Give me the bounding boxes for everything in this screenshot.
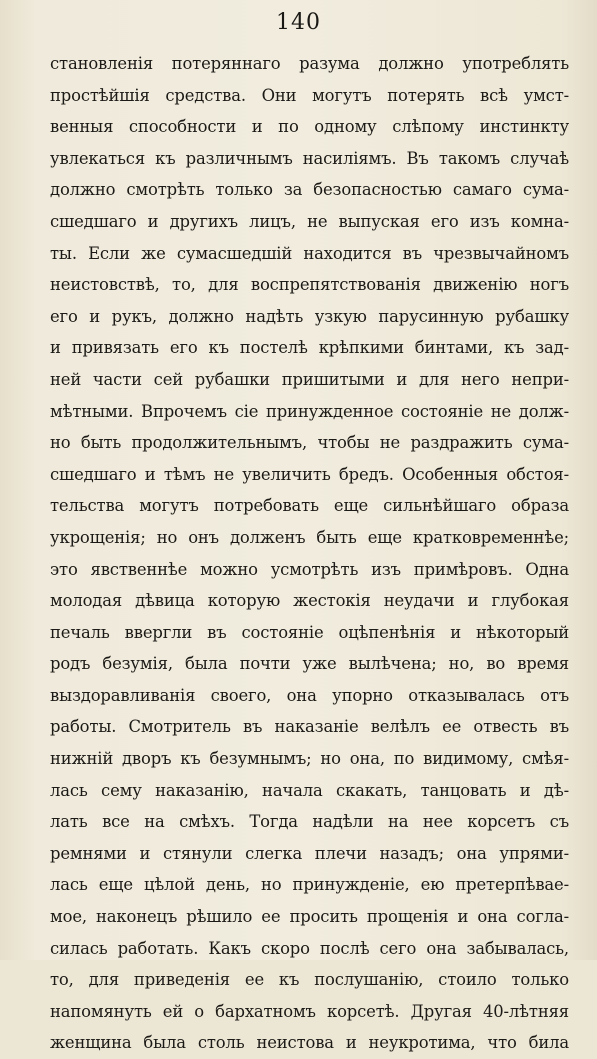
text-line: силась работать. Какъ скоро послѣ сего она забывалась, xyxy=(50,938,569,958)
text-line: лать все на смѣхъ. Тогда надѣли на нее корсетъ съ xyxy=(50,812,569,832)
text-line: ты. Если же сумасшедшій находится въ чрезвычайномъ xyxy=(50,243,569,263)
text-line: ремнями и стянули слегка плечи назадъ; она упрями- xyxy=(50,843,569,863)
text-line: молодая дѣвица которую жестокія неудачи и глубокая xyxy=(50,591,569,611)
text-line: увлекаться къ различнымъ насиліямъ. Въ такомъ случаѣ xyxy=(50,148,569,168)
text-line: становленія потеряннаго разума должно употреблять xyxy=(50,54,569,73)
text-line: его и рукъ, должно надѣть узкую парусинную рубашку xyxy=(50,306,569,326)
text-line: простѣйшія средства. Они могутъ потерять всѣ умст- xyxy=(50,85,569,105)
text-line: сшедшаго и тѣмъ не увеличить бредъ. Особенныя обстоя- xyxy=(50,464,569,484)
page-number: 140 xyxy=(276,10,321,35)
text-line: должно смотрѣть только за безопасностью самаго сума- xyxy=(50,180,569,200)
text-line: печаль ввергли въ состояніе оцѣпенѣнія и нѣкоторый xyxy=(50,622,569,642)
text-line: родъ безумія, была почти уже вылѣчена; но, во время xyxy=(50,654,569,674)
text-line: мое, наконецъ рѣшило ее просить прощенія и она согла- xyxy=(50,907,569,927)
text-line: лась еще цѣлой день, но принужденіе, ею претерпѣвае- xyxy=(50,875,569,895)
text-line: это явственнѣе можно усмотрѣть изъ примѣровъ. Одна xyxy=(50,559,569,579)
text-line: женщина была столь неистова и неукротима, что била xyxy=(50,1033,569,1053)
text-line: сшедшаго и другихъ лицъ, не выпуская его изъ комна- xyxy=(50,211,569,231)
text-line: нижній дворъ къ безумнымъ; но она, по видимому, смѣя- xyxy=(50,749,569,769)
text-line: напомянуть ей о бархатномъ корсетѣ. Другая 40-лѣтняя xyxy=(50,1001,569,1021)
text-line: мѣтными. Впрочемъ сіе принужденное состояніе не долж- xyxy=(50,401,569,421)
text-line: укрощенія; но онъ долженъ быть еще кратковременнѣе; xyxy=(50,527,569,547)
text-line: но быть продолжительнымъ, чтобы не раздражить сума- xyxy=(50,433,569,453)
text-line: выздоравливанія своего, она упорно отказывалась отъ xyxy=(50,685,569,705)
text-line: работы. Смотритель въ наказаніе велѣлъ ее отвесть въ xyxy=(50,717,569,737)
body-text xyxy=(50,48,569,1059)
text-line: ней части сей рубашки пришитыми и для него непри- xyxy=(50,369,569,389)
text-line: то, для приведенія ее къ послушанію, стоило только xyxy=(50,970,569,990)
text-line: неистовствѣ, то, для воспрепятствованія движенію ногъ xyxy=(50,275,569,295)
text-line: и привязать его къ постелѣ крѣпкими бинтами, къ зад- xyxy=(50,338,569,358)
text-line: лась сему наказанію, начала скакать, танцовать и дѣ- xyxy=(50,780,569,800)
text-line: венныя способности и по одному слѣпому инстинкту xyxy=(50,117,569,137)
text-line: тельства могутъ потребовать еще сильнѣйшаго образа xyxy=(50,496,569,516)
